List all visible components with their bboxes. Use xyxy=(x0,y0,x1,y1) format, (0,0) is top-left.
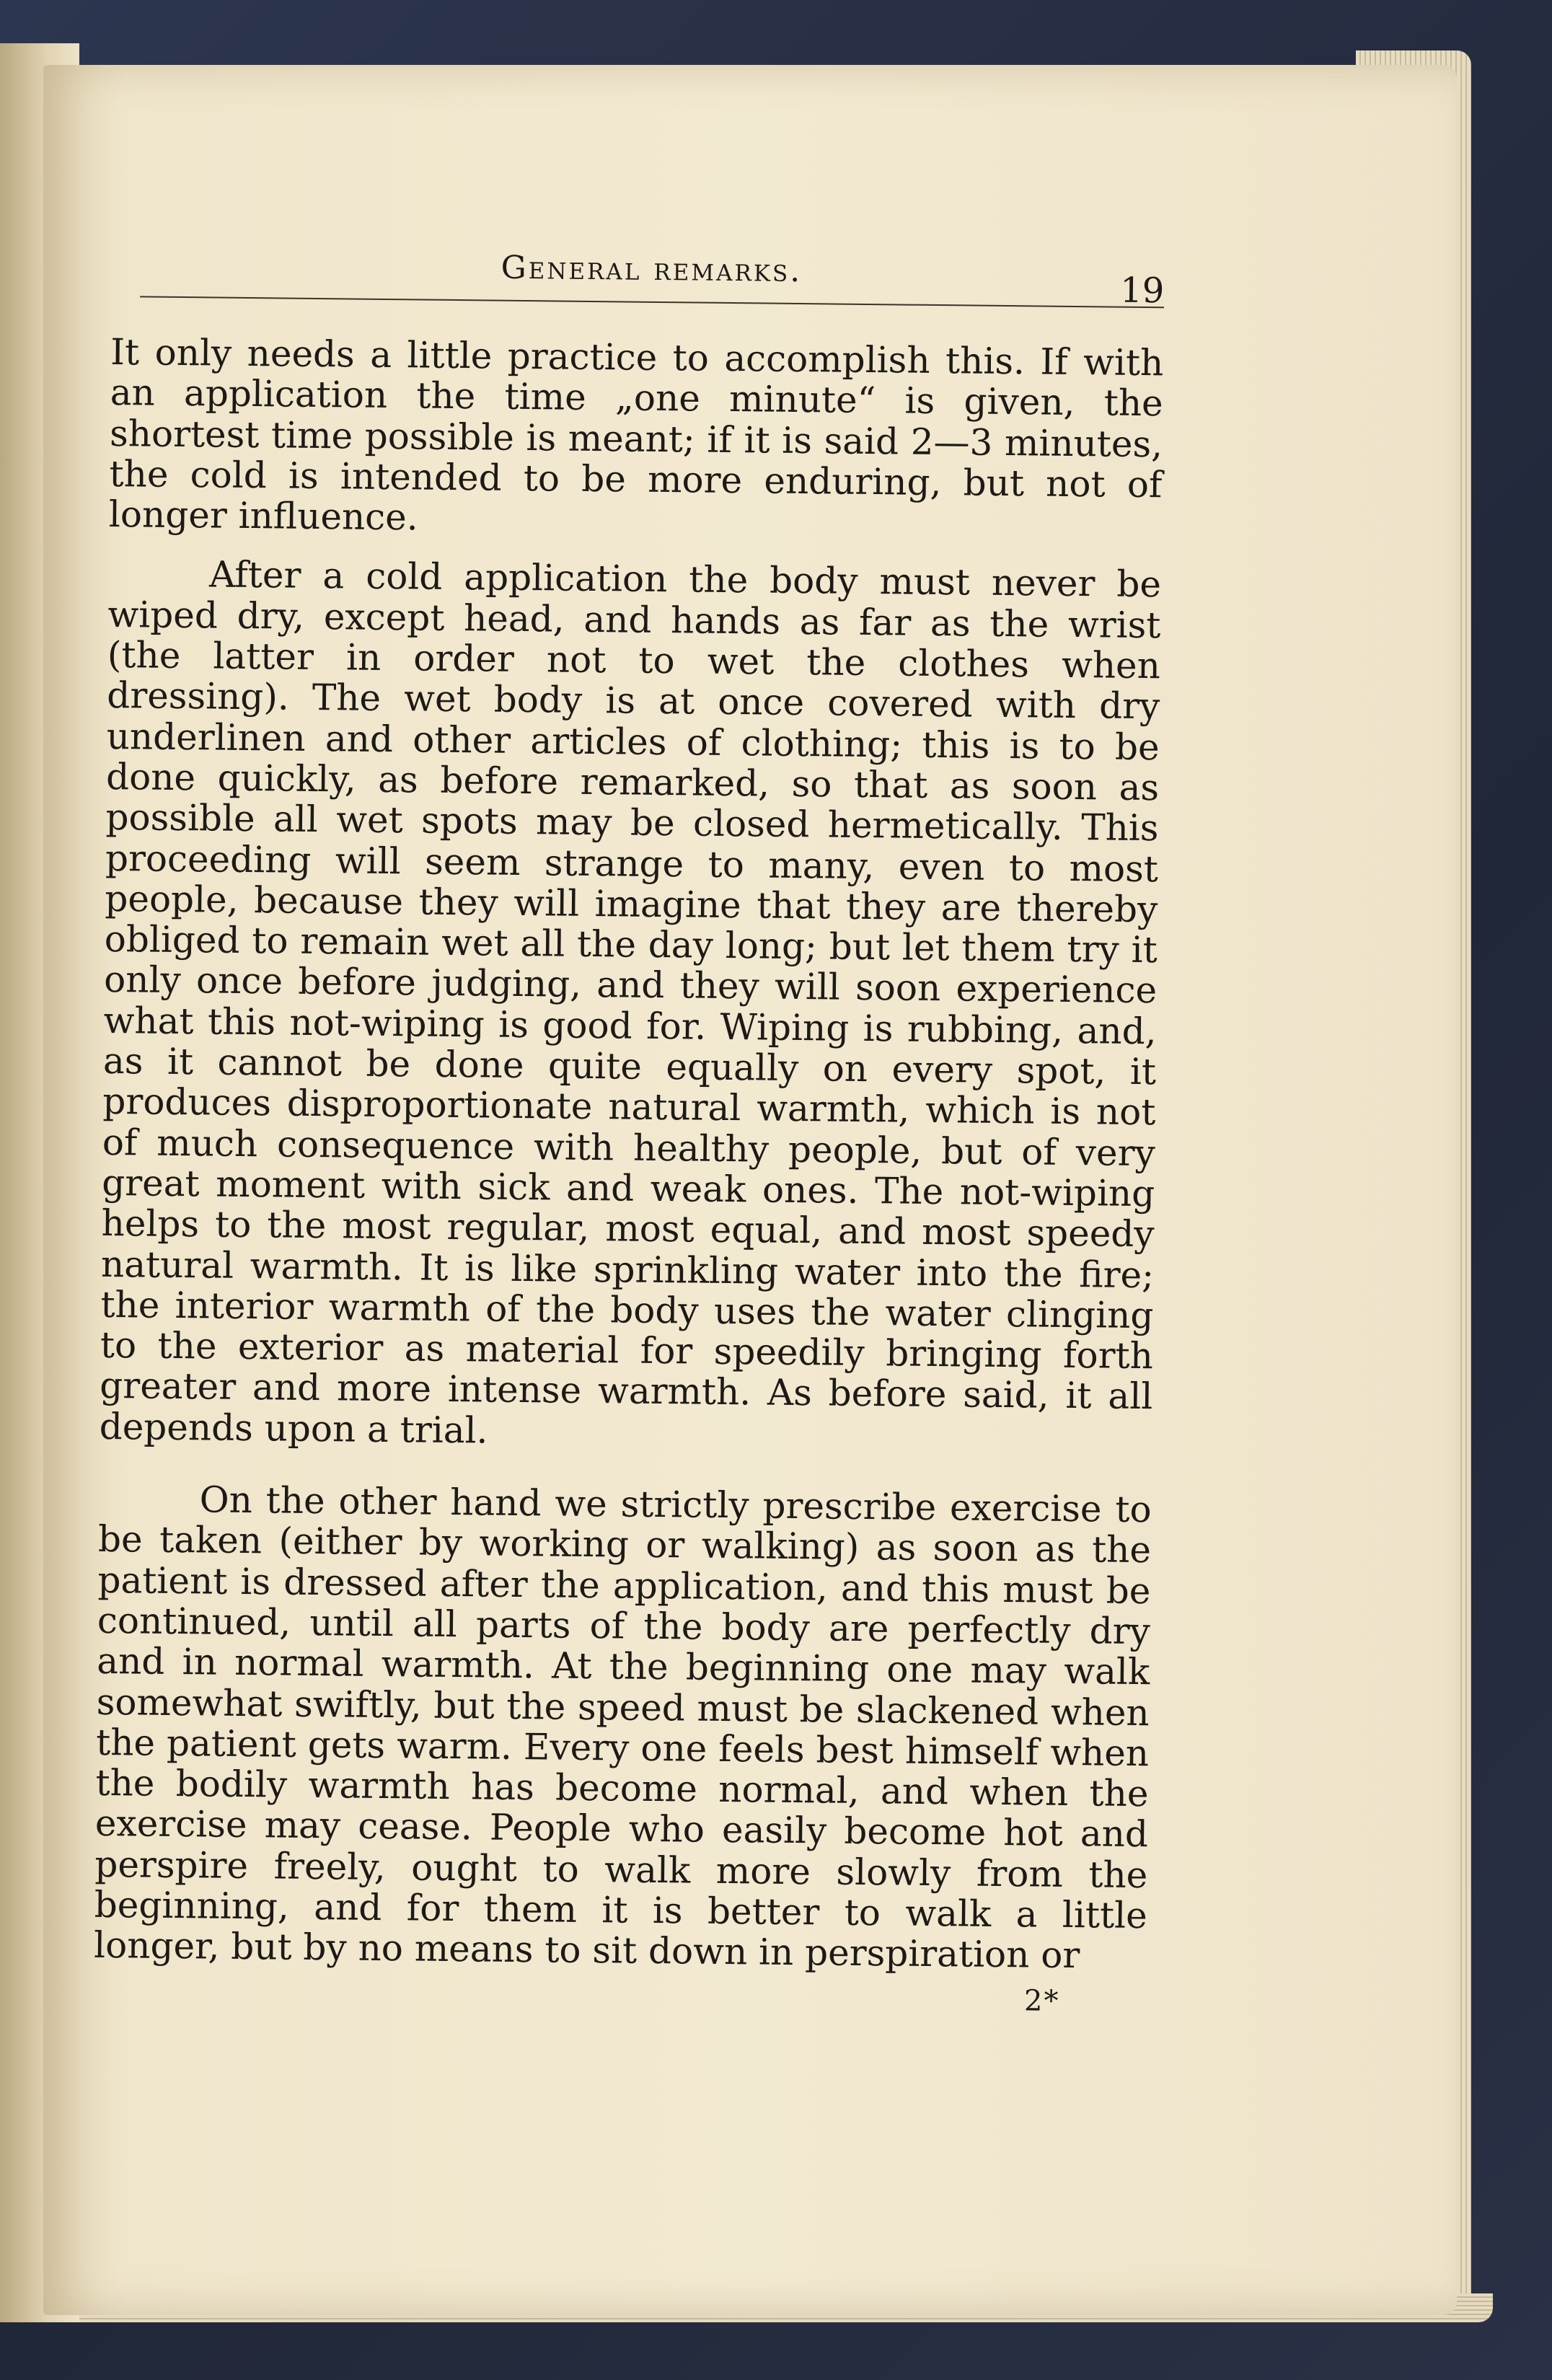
paragraph-1: It only needs a little practice to accomplish this. If with an application the time „one minute“ is given, the shortest time possible is meant; if it is said 2—3 minutes, the cold is intended to be more enduring, but not of longer influence. xyxy=(108,330,1164,539)
paragraph-2: After a cold application the body must never be wiped dry, except head, and hands as far as the wrist (the latter in order not to wet the clothes when dressing). The wet body is at once covered with dry underlinen and other articles of clothing; this is to be done quickly, as before remarked, so that as soon as possible all wet spots may be closed hermetically. This proceeding will seem strange to many, even to most people, because they will imagine that they are thereby obliged to remain wet all the day long; but let them try it only once before judging, and they will soon experience what this not-wiping is good for. Wiping is rubbing, and, as it cannot be done quite equally on every spot, it produces disproportionate natural warmth, which is not of much consequence with healthy people, but of very great moment with sick and weak ones. The not-wiping helps to the most regular, most equal, and most speedy natural warmth. It is like sprinkling water into the fire; the interior warmth of the body uses the water clinging to the exterior as material for speedily bringing forth greater and more intense warmth. As before said, it all depends upon a trial. xyxy=(99,553,1162,1452)
running-head xyxy=(111,238,1165,314)
signature-mark: 2* xyxy=(1023,1983,1060,2018)
page-content xyxy=(93,238,1165,2019)
header-rule xyxy=(140,296,1164,308)
paragraph-3: On the other hand we strictly prescribe exercise to be taken (either by working or walking) as soon as the patient is dressed after the application, and this must be continued, until all parts of the body are perfectly dry and in normal warmth. At the beginning one may walk somewhat swiftly, but the speed must be slackened when the patient gets warm. Every one feels best himself when the bodily warmth has become normal, and when the exercise may cease. People who easily become hot and perspire freely, ought to walk more slowly from the beginning, and for them it is better to walk a little longer, but by no means to sit down in perspiration or xyxy=(93,1478,1152,1977)
running-head-title: General remarks. xyxy=(501,249,803,290)
page-number: 19 xyxy=(1119,270,1165,312)
